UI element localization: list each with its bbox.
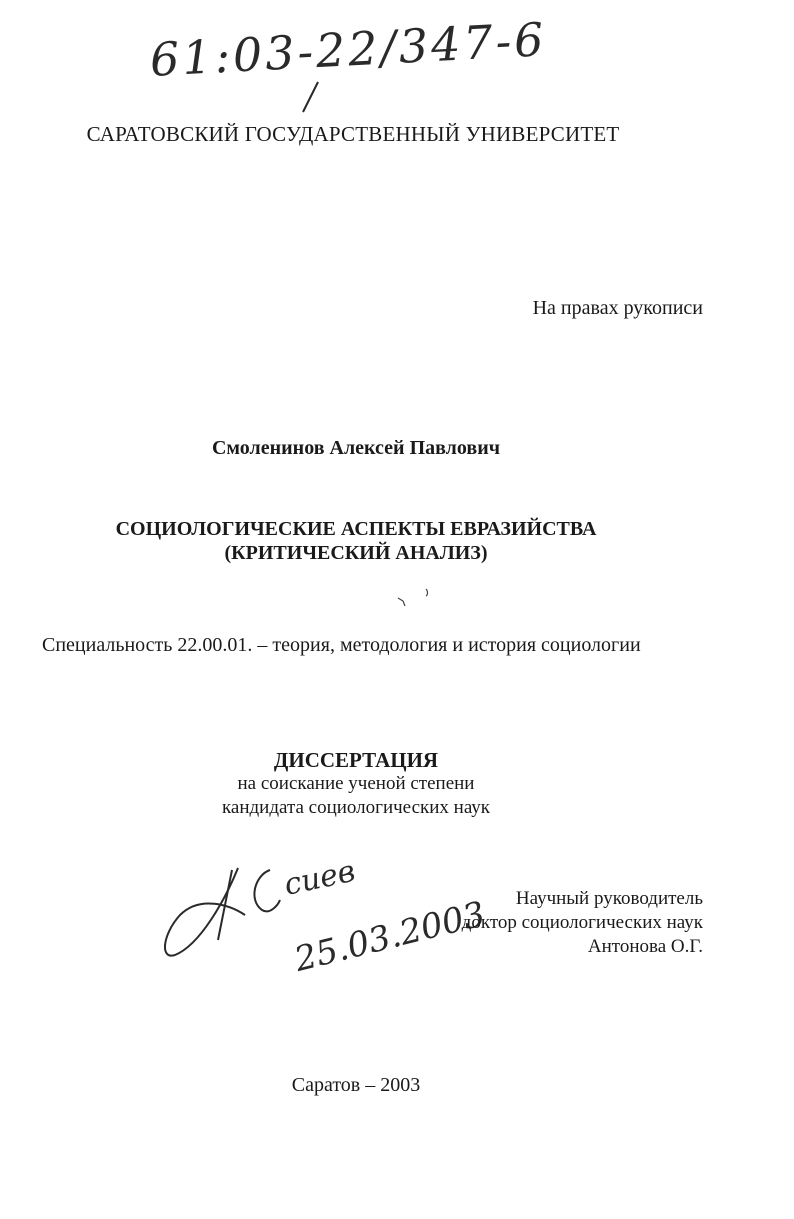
degree-line-2: кандидата социологических наук [221, 797, 491, 818]
supervisor-degree: доктор социологических наук [461, 912, 703, 933]
svg-text:25.03.2003: 25.03.2003 [290, 894, 490, 980]
supervisor-name: Антонова О.Г. [587, 936, 703, 957]
city-year: Саратов – 2003 [291, 1074, 421, 1096]
svg-text:61:03-22/347-6: 61:03-22/347-6 [148, 12, 548, 87]
supervisor-role: Научный руководитель [515, 888, 703, 909]
degree-line-1: на соискание ученой степени [237, 773, 475, 794]
title-line-1: СОЦИОЛОГИЧЕСКИЕ АСПЕКТЫ ЕВРАЗИЙСТВА [115, 518, 597, 540]
title-line-2: (КРИТИЧЕСКИЙ АНАЛИЗ) [224, 542, 488, 564]
specialty-line: Специальность 22.00.01. – теория, методология и история социологии [42, 634, 641, 656]
author-name: Смоленинов Алексей Павлович [211, 437, 501, 459]
supervisor-block [462, 887, 703, 959]
dissertation-heading: ДИССЕРТАЦИЯ [273, 748, 439, 772]
university-name: САРАТОВСКИЙ ГОСУДАРСТВЕННЫЙ УНИВЕРСИТЕТ [86, 122, 620, 146]
svg-text:сиев: сиев [281, 853, 359, 903]
manuscript-rights-note: На правах рукописи [532, 297, 703, 319]
